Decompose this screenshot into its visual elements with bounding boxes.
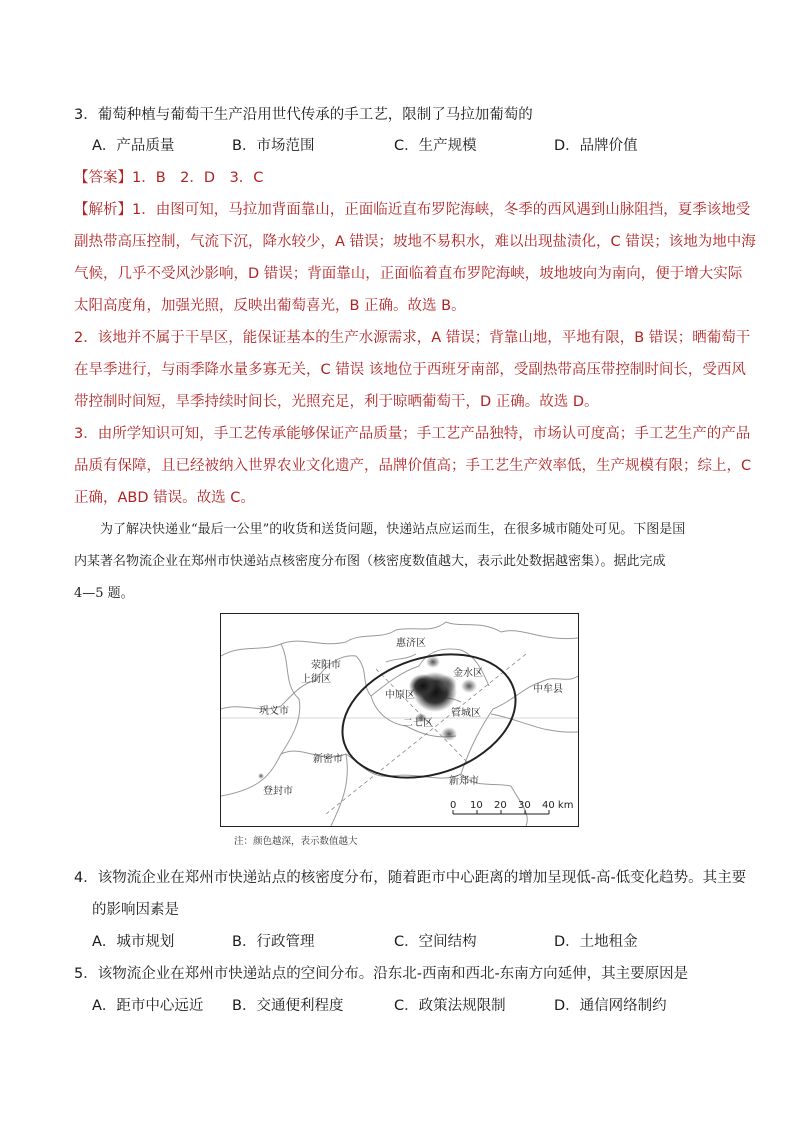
q5-option-b[interactable]: B．交通便利程度 bbox=[232, 998, 344, 1014]
answer-tag: 【答案】 bbox=[74, 170, 132, 186]
q3-stem: 3．葡萄种植与葡萄干生产沿用世代传承的手工艺，限制了马拉加葡萄的 bbox=[74, 107, 533, 123]
label-dengfeng: 登封市 bbox=[263, 786, 293, 797]
analysis-line: 3．由所学知识可知，手工艺传承能够保证产品质量；手工艺产品独特，市场认可度高；手工艺生产的产品 bbox=[74, 426, 751, 442]
scale-tick: 40 km bbox=[542, 800, 574, 811]
q4-option-b[interactable]: B．行政管理 bbox=[232, 934, 315, 950]
label-gongyi: 巩义市 bbox=[259, 706, 289, 717]
q4-stem-cont: 的影响因素是 bbox=[92, 902, 179, 918]
label-xinmi: 新密市 bbox=[313, 754, 343, 765]
analysis-line: 气候，几乎不受风沙影响，D 错误；背面靠山，正面临着直布罗陀海峡，坡地坡向为南向，便于增大实际 bbox=[74, 266, 743, 282]
q5-option-d[interactable]: D．通信网络制约 bbox=[554, 998, 667, 1014]
q3-option-a[interactable]: A．产品质量 bbox=[92, 138, 175, 154]
scale-tick: 0 bbox=[450, 800, 457, 811]
intro-line: 为了解决快递业“最后一公里”的收货和送货问题，快递站点应运而生，在很多城市随处可见。下图是国 bbox=[100, 522, 686, 537]
analysis-line: 品质有保障，且已经被纳入世界农业文化遗产，品牌价值高；手工艺生产效率低，生产规模有限；综上，C bbox=[74, 458, 752, 474]
analysis-tag: 【解析】 bbox=[74, 202, 132, 218]
analysis-line: 副热带高压控制，气流下沉，降水较少，A 错误；坡地不易积水，难以出现盐渍化，C 错误；该地为地中海 bbox=[74, 234, 756, 250]
q5-option-c[interactable]: C．政策法规限制 bbox=[394, 998, 506, 1014]
density-core bbox=[258, 656, 477, 779]
label-guancheng: 管城区 bbox=[451, 708, 481, 719]
scale-tick: 20 bbox=[494, 800, 507, 811]
label-jinshui: 金水区 bbox=[453, 668, 483, 679]
answer-line bbox=[74, 166, 263, 187]
analysis-line: 2．该地并不属于干旱区，能保证基本的生产水源需求，A 错误；背靠山地，平地有限，B 错误；晒葡萄干 bbox=[74, 330, 751, 346]
q5-stem: 5．该物流企业在郑州市快递站点的空间分布。沿东北-西南和西北-东南方向延伸，其主要原因是 bbox=[74, 966, 689, 982]
scale-tick: 30 bbox=[518, 800, 531, 811]
scale-tick: 10 bbox=[470, 800, 483, 811]
q5-option-a[interactable]: A．距市中心远近 bbox=[92, 998, 204, 1014]
map-caption: 注：颜色越深，表示数值越大 bbox=[234, 836, 358, 847]
analysis-line: 【解析】1．由图可知，马拉加背面靠山，正面临近直布罗陀海峡，冬季的西风遇到山脉阻挡，夏季该地受 bbox=[74, 202, 751, 218]
label-xinzheng: 新郑市 bbox=[449, 776, 479, 787]
label-shangjie: 上街区 bbox=[301, 674, 331, 685]
q3-option-b[interactable]: B．市场范围 bbox=[232, 138, 315, 154]
intro-line: 4—5 题。 bbox=[74, 586, 134, 601]
kernel-density-map bbox=[220, 613, 579, 827]
q4-option-c[interactable]: C．空间结构 bbox=[394, 934, 477, 950]
q4-option-d[interactable]: D．土地租金 bbox=[554, 934, 638, 950]
analysis-line: 太阳高度角，加强光照，反映出葡萄喜光，B 正确。故选 B。 bbox=[74, 298, 466, 314]
analysis-line: 带控制时间短，旱季持续时间长，光照充足，利于晾晒葡萄干，D 正确。故选 D。 bbox=[74, 394, 599, 410]
q4-stem: 4．该物流企业在郑州市快递站点的核密度分布，随着距市中心距离的增加呈现低-高-低变化趋势。其主要 bbox=[74, 870, 747, 886]
q3-option-d[interactable]: D．品牌价值 bbox=[554, 138, 638, 154]
label-zhongmou: 中牟县 bbox=[533, 684, 563, 695]
q3-option-c[interactable]: C．生产规模 bbox=[394, 138, 477, 154]
answer-text: 1．B 2．D 3．C bbox=[132, 170, 264, 186]
label-xingyang: 荥阳市 bbox=[311, 660, 341, 671]
analysis-line: 正确，ABD 错误。故选 C。 bbox=[74, 490, 255, 506]
label-erqi: 二七区 bbox=[403, 718, 433, 729]
intro-line: 内某著名物流企业在郑州市快递站点核密度分布图（核密度数值越大，表示此处数据越密集）。据此完成 bbox=[74, 554, 666, 569]
analysis-line: 在旱季进行，与雨季降水量多寡无关，C 错误 该地位于西班牙南部，受副热带高压带控制时间长，受西风 bbox=[74, 362, 746, 378]
label-zhongyuan: 中原区 bbox=[385, 690, 415, 701]
label-huiji: 惠济区 bbox=[396, 638, 426, 649]
q4-option-a[interactable]: A．城市规划 bbox=[92, 934, 175, 950]
